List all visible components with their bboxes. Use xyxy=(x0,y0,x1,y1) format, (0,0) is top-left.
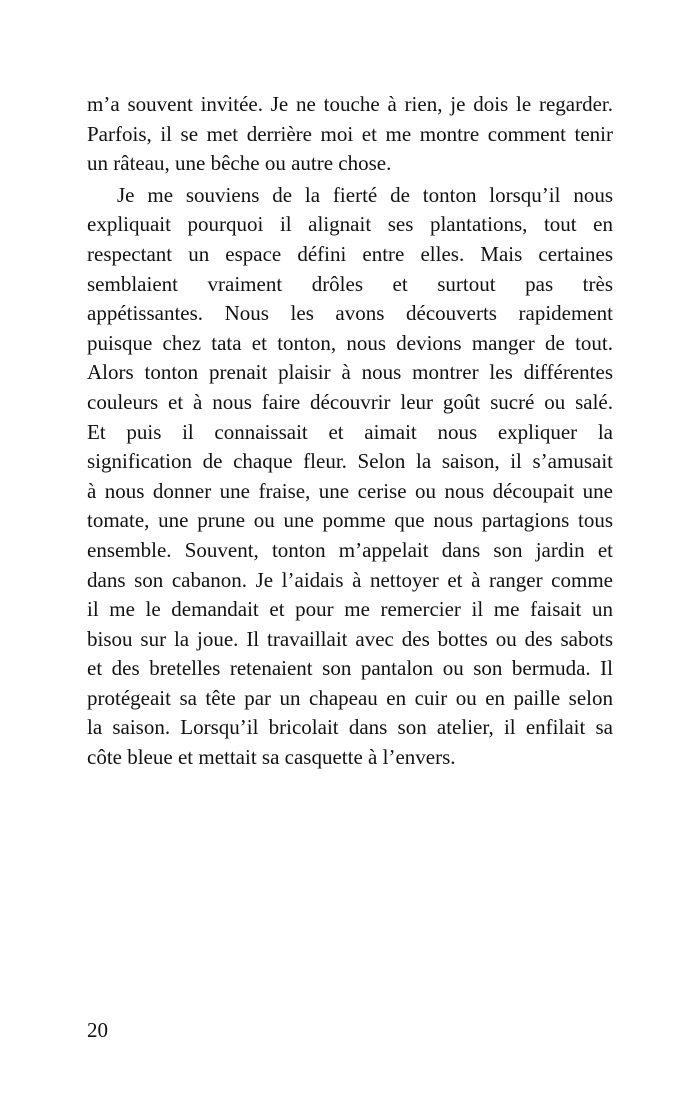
text-line: et des bretelles retenaient son pantalon ou son bermuda. Il xyxy=(87,656,613,681)
text-line: à nous donner une fraise, une cerise ou nous découpait une xyxy=(87,478,613,503)
body-text xyxy=(87,90,613,773)
text-line: Je me souviens de la fierté de tonton lorsqu’il nous xyxy=(117,182,613,207)
text-line: la saison. Lorsqu’il bricolait dans son atelier, il enfilait sa xyxy=(87,715,613,740)
paragraph-1 xyxy=(87,90,613,179)
text-line: dans son cabanon. Je l’aidais à nettoyer et à ranger comme xyxy=(87,567,613,592)
text-line: expliquait pourquoi il alignait ses plantations, tout en xyxy=(87,212,613,237)
text-line: il me le demandait et pour me remercier il me faisait un xyxy=(87,597,613,622)
text-line: Alors tonton prenait plaisir à nous montrer les différentes xyxy=(87,360,613,385)
text-line: ensemble. Souvent, tonton m’appelait dans son jardin et xyxy=(87,537,613,562)
text-line: Parfois, il se met derrière moi et me montre comment tenir xyxy=(87,121,613,146)
text-line: protégeait sa tête par un chapeau en cuir ou en paille selon xyxy=(87,685,613,710)
text-line: tomate, une prune ou une pomme que nous partagions tous xyxy=(87,508,613,533)
text-line: respectant un espace défini entre elles. Mais certaines xyxy=(87,241,613,266)
paragraph-2 xyxy=(87,181,613,773)
text-line: un râteau, une bêche ou autre chose. xyxy=(87,151,392,176)
text-line: signification de chaque fleur. Selon la saison, il s’amusait xyxy=(87,449,613,474)
text-line: m’a souvent invitée. Je ne touche à rien, je dois le regarder. xyxy=(87,92,613,116)
page-number: 20 xyxy=(87,1018,108,1042)
text-line: couleurs et à nous faire découvrir leur goût sucré ou salé. xyxy=(87,389,613,414)
text-line: côte bleue et mettait sa casquette à l’envers. xyxy=(87,745,456,770)
text-line: Et puis il connaissait et aimait nous expliquer la xyxy=(87,419,613,444)
text-line: semblaient vraiment drôles et surtout pas très xyxy=(87,271,613,296)
text-line: appétissantes. Nous les avons découverts rapidement xyxy=(87,301,613,326)
text-line: puisque chez tata et tonton, nous devions manger de tout. xyxy=(87,330,613,355)
text-line: bisou sur la joue. Il travaillait avec des bottes ou des sabots xyxy=(87,626,613,651)
